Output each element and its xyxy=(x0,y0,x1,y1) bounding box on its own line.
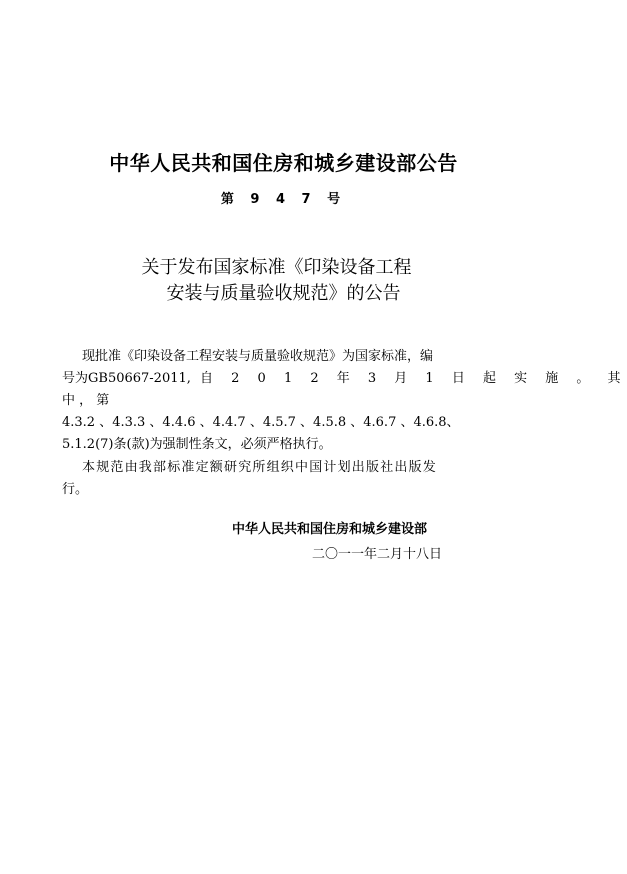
paragraph-1-line-1: 现批准《印染设备工程安装与质量验收规范》为国家标准，编 xyxy=(82,349,434,364)
paragraph-2-line-2: 行。 xyxy=(62,482,89,497)
subtitle-line-1: 关于发布国家标准《印染设备工程 xyxy=(141,257,412,278)
signature-organization: 中华人民共和国住房和城乡建设部 xyxy=(232,522,428,537)
subtitle-line-2: 安装与质量验收规范》的公告 xyxy=(166,283,401,304)
signature-date: 二〇一一年二月十八日 xyxy=(312,547,443,562)
paragraph-1-line-3: 中 ， 第 xyxy=(62,393,110,408)
paragraph-1-line-2a: 号为GB50667-2011, xyxy=(62,371,191,386)
page-title: 中华人民共和国住房和城乡建设部公告 xyxy=(109,151,458,175)
article-list: 4.3.2 、4.3.3 、4.4.6 、4.4.7 、4.5.7 、4.5.8 、4.6.7 、4.6.8、 xyxy=(62,415,460,430)
paragraph-1-line-5: 5.1.2(7)条(款)为强制性条文，必须严格执行。 xyxy=(62,437,332,452)
announcement-number: 第 9 4 7 号 xyxy=(220,192,347,207)
paragraph-2-line-1: 本规范由我部标准定额研究所组织中国计划出版社出版发 xyxy=(82,460,438,475)
paragraph-1-line-2b: 自 2 0 1 2 年 3 月 1 日 起 实 施 。 其 xyxy=(200,371,627,386)
